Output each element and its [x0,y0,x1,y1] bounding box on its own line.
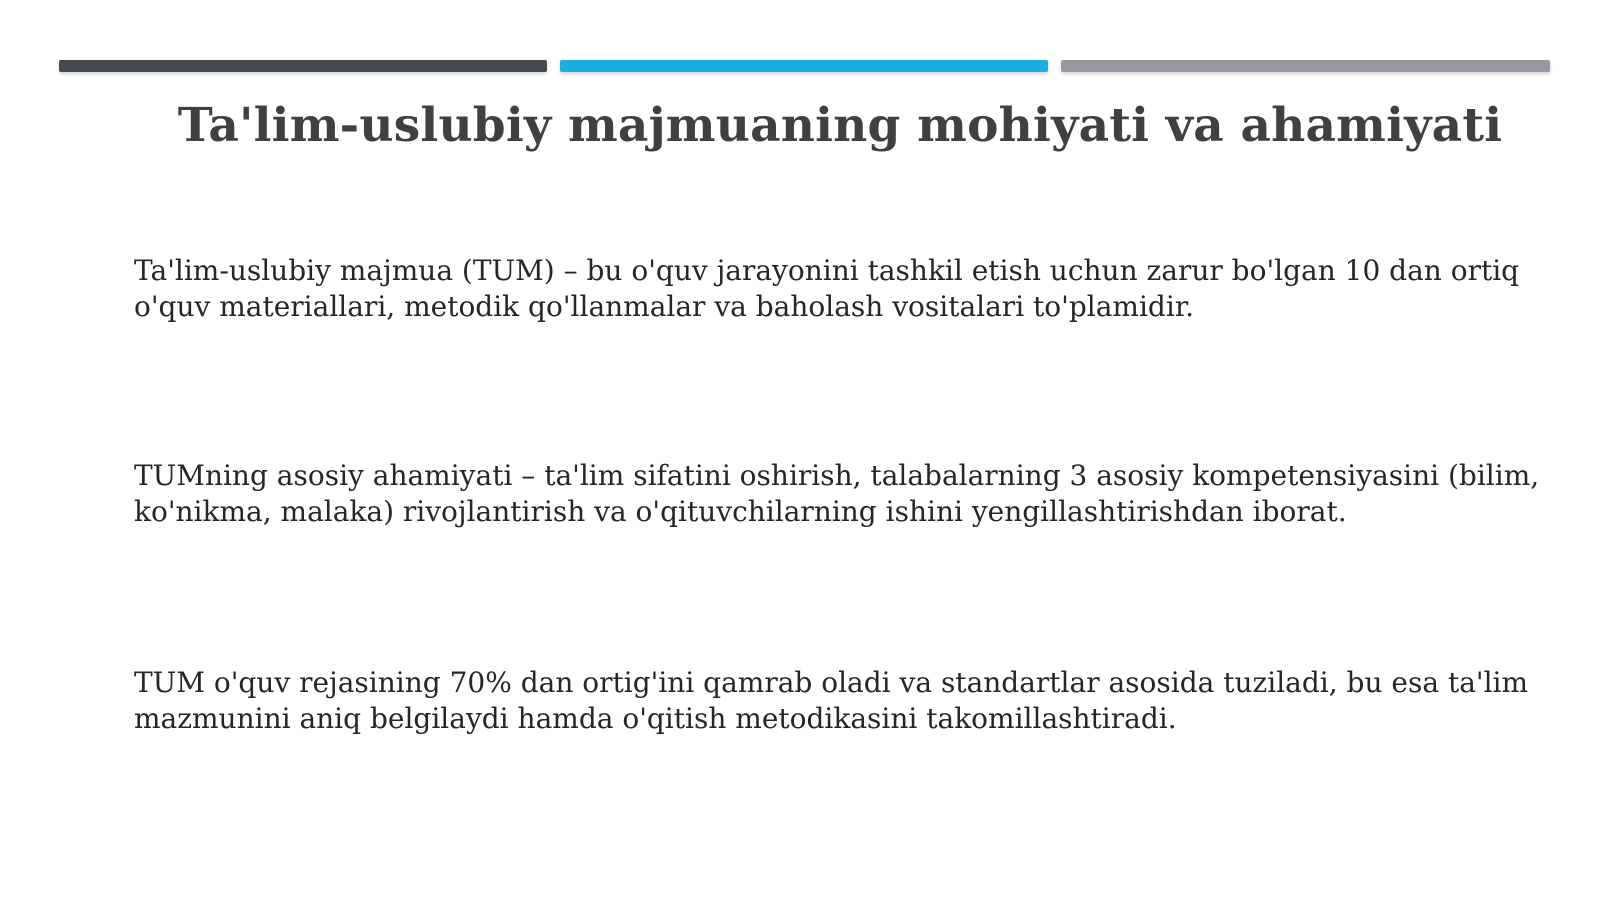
paragraph-definition: Ta'lim-uslubiy majmua (TUM) – bu o'quv jarayonini tashkil etish uchun zarur bo'lgan 10 dan ortiq o'quv materiallari, metodik qo'llanmalar va baholash vositalari to'plamidir. [134,254,1520,323]
paragraph-importance: TUMning asosiy ahamiyati – ta'lim sifatini oshirish, talabalarning 3 asosiy kompetensiyasini (bilim, ko'nikma, malaka) rivojlantirish va o'qituvchilarning ishini yengillashtirishdan iborat. [134,459,1540,528]
header-bar-dark [59,60,547,72]
header-bar-gray [1061,60,1550,72]
header-bar-blue [560,60,1048,72]
paragraph-coverage: TUM o'quv rejasining 70% dan ortig'ini qamrab oladi va standartlar asosida tuziladi, bu esa ta'lim mazmunini aniq belgilaydi hamda o'qitish metodikasini takomillashtiradi. [134,666,1529,735]
slide-title: Ta'lim-uslubiy majmuaning mohiyati va ahamiyati [177,98,1503,153]
